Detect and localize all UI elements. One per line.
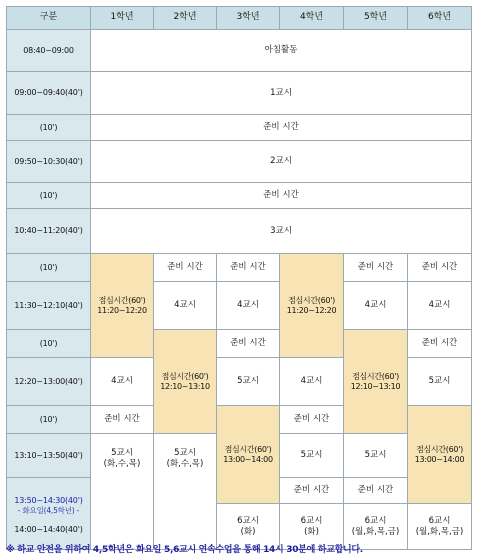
lunch-cell-grade-3: 점심시간(60') 13:00~14:00 <box>217 406 280 504</box>
period-4-cell: 4교시 <box>280 358 344 406</box>
period-5-cell: 5교시 <box>280 434 344 478</box>
time-cell: (10') <box>7 254 91 282</box>
time-cell: 13:10~13:50(40') <box>7 434 91 478</box>
morning-activity-cell: 아침활동 <box>91 30 472 72</box>
time-cell: (10') <box>7 330 91 358</box>
time-cell-afternoon <box>7 478 91 550</box>
prep-time-cell: 준비 시간 <box>217 330 280 358</box>
period-6-cell-grade-4: 6교시 (화) <box>280 504 344 550</box>
tuesday-note: - 화요일(4,5학년) - <box>17 506 80 515</box>
footer-note: ※ 하교 안전을 위하여 4,5학년은 화요일 5,6교시 연속수업을 통해 14시 30분에 하교합니다. <box>6 545 363 555</box>
period-5-cell: 5교시 <box>344 434 408 478</box>
time-cell: 08:40~09:00 <box>7 30 91 72</box>
period-1-cell: 1교시 <box>91 72 472 115</box>
period-4-cell: 4교시 <box>344 282 408 330</box>
prep-time-cell: 준비 시간 <box>408 330 472 358</box>
period-4-cell: 4교시 <box>217 282 280 330</box>
period-5-days-cell: 5교시 (화,수,목) <box>91 434 154 550</box>
table-row <box>7 72 472 115</box>
prep-time-cell: 준비 시간 <box>91 406 154 434</box>
period-5-cell: 5교시 <box>408 358 472 406</box>
period-4-cell: 4교시 <box>408 282 472 330</box>
table-row <box>7 30 472 72</box>
timetable <box>6 6 472 550</box>
table-row <box>7 282 472 330</box>
time-cell: (10') <box>7 115 91 141</box>
period-3-cell: 3교시 <box>91 209 472 254</box>
prep-time-cell: 준비 시간 <box>154 254 217 282</box>
header-grade-6: 6학년 <box>408 7 472 30</box>
prep-time-cell: 준비 시간 <box>91 183 472 209</box>
time-cell: 09:00~09:40(40') <box>7 72 91 115</box>
period-4-cell: 4교시 <box>91 358 154 406</box>
period-5-cell: 5교시 <box>217 358 280 406</box>
prep-time-cell: 준비 시간 <box>217 254 280 282</box>
prep-time-cell: 준비 시간 <box>344 478 408 504</box>
period-6-time: 14:00~14:40(40') <box>14 525 83 535</box>
lunch-cell-grade-4: 점심시간(60') 11:20~12:20 <box>280 254 344 358</box>
header-grade-3: 3학년 <box>217 7 280 30</box>
lunch-cell-grade-1: 점심시간(60') 11:20~12:20 <box>91 254 154 358</box>
time-cell: 11:30~12:10(40') <box>7 282 91 330</box>
prep-time-cell: 준비 시간 <box>280 478 344 504</box>
lunch-cell-grade-5: 점심시간(60') 12:10~13:10 <box>344 330 408 434</box>
prep-time-cell: 준비 시간 <box>91 115 472 141</box>
table-row <box>7 330 472 358</box>
lunch-cell-grade-6: 점심시간(60') 13:00~14:00 <box>408 406 472 504</box>
tuesday-time: 13:50~14:30(40') <box>14 496 83 505</box>
header-grade-4: 4학년 <box>280 7 344 30</box>
table-row <box>7 183 472 209</box>
header-category: 구분 <box>7 7 91 30</box>
table-row <box>7 209 472 254</box>
prep-time-cell: 준비 시간 <box>408 254 472 282</box>
period-6-cell-grade-3: 6교시 (화) <box>217 504 280 550</box>
table-row <box>7 141 472 183</box>
time-cell: 12:20~13:00(40') <box>7 358 91 406</box>
period-2-cell: 2교시 <box>91 141 472 183</box>
prep-time-cell: 준비 시간 <box>344 254 408 282</box>
header-row <box>7 7 472 30</box>
table-row <box>7 115 472 141</box>
prep-time-cell: 준비 시간 <box>280 406 344 434</box>
period-6-cell-grade-5: 6교시 (월,화,목,금) <box>344 504 408 550</box>
lunch-cell-grade-2: 점심시간(60') 12:10~13:10 <box>154 330 217 434</box>
time-cell: (10') <box>7 406 91 434</box>
header-grade-2: 2학년 <box>154 7 217 30</box>
period-5-days-cell: 5교시 (화,수,목) <box>154 434 217 550</box>
period-6-cell-grade-6: 6교시 (월,화,목,금) <box>408 504 472 550</box>
time-cell: 09:50~10:30(40') <box>7 141 91 183</box>
header-grade-5: 5학년 <box>344 7 408 30</box>
period-4-cell: 4교시 <box>154 282 217 330</box>
header-grade-1: 1학년 <box>91 7 154 30</box>
time-cell: (10') <box>7 183 91 209</box>
table-row <box>7 254 472 282</box>
time-cell: 10:40~11:20(40') <box>7 209 91 254</box>
